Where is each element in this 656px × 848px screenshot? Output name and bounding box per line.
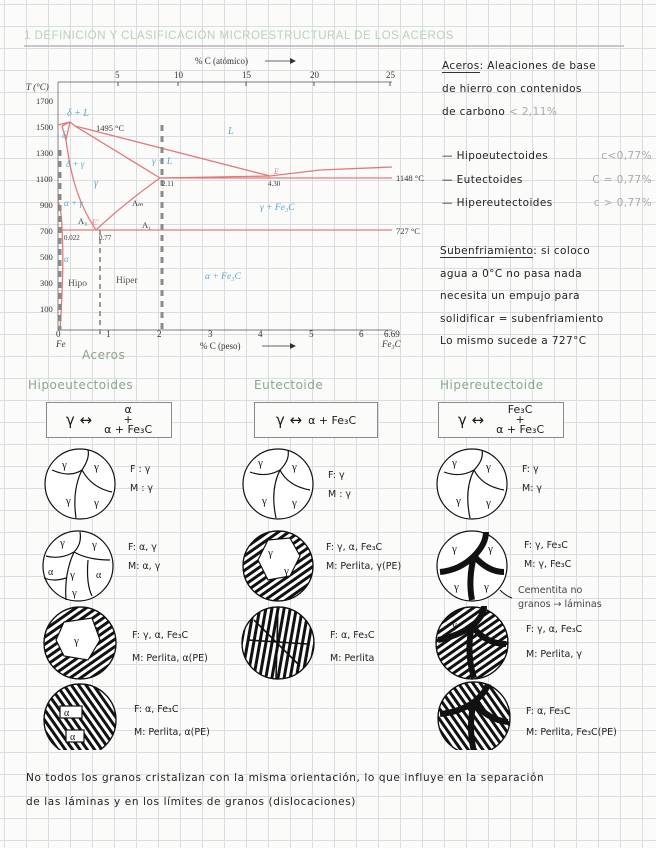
page-title: 1 DEFINICIÓN Y CLASIFICACIÓN MICROESTRUCTURAL DE LOS ACEROS	[24, 30, 454, 42]
sub-line1: : si coloco	[533, 245, 591, 257]
phase-notes	[130, 460, 153, 498]
phase-M: M: Perlita, Fe₃C(PE)	[526, 727, 617, 738]
bottom-tick: 4	[258, 329, 263, 339]
phase-F: F: γ, α, Fe₃C	[526, 624, 583, 635]
region-gamma-fe3c: γ + Fe₃C	[260, 203, 295, 213]
phase-notes	[522, 460, 542, 498]
reaction-box-eutectoide	[254, 402, 378, 438]
sub-line2: agua a 0°C no pasa nada	[440, 267, 583, 280]
reaction-plus: +	[515, 413, 525, 426]
phase-M: M: Perlita, γ(PE)	[326, 561, 402, 572]
type-name: Hipoeutectoides	[456, 150, 549, 162]
phase-M: M: Perlita, γ	[526, 649, 583, 660]
svg-text:γ: γ	[452, 619, 457, 631]
top-tick: 20	[310, 70, 319, 80]
phase-M: M : γ	[130, 483, 154, 494]
cementita-note-line2: granos → láminas	[518, 599, 602, 610]
val-0-77: 0.77	[99, 234, 112, 242]
aceros-def-line2: de hierro con contenidos	[442, 83, 582, 95]
y-tick: 1500	[36, 122, 53, 132]
top-tick: 15	[242, 70, 251, 80]
region-alpha: α	[64, 254, 69, 264]
svg-text:γ: γ	[484, 581, 489, 593]
y-tick: 1300	[36, 148, 53, 158]
reaction-product: α	[124, 403, 132, 416]
svg-text:γ: γ	[94, 497, 99, 509]
subenfriamiento-term: Subenfriamiento	[440, 245, 534, 257]
val-2-11: 2.11	[162, 180, 174, 188]
phase-notes	[132, 626, 208, 668]
grain-circle-eutectoide-2	[243, 531, 313, 601]
bottom-tick: 5	[309, 329, 314, 339]
phase-M: M: Perlita, α(PE)	[134, 727, 210, 738]
svg-text:γ: γ	[452, 543, 457, 555]
phase-notes	[526, 620, 582, 664]
svg-text:γ: γ	[62, 459, 67, 471]
y-tick: 1100	[36, 174, 53, 184]
col-head-hipo: Hipoeutectoides	[28, 378, 134, 392]
svg-text:α: α	[48, 567, 54, 578]
svg-text:γ: γ	[292, 497, 297, 509]
phase-F: F : γ	[130, 464, 151, 475]
reaction-box-hipo	[46, 402, 172, 438]
type-cond: C = 0,77%	[592, 173, 652, 186]
aceros-term: Aceros	[442, 60, 480, 72]
hipo-label: Hipo	[68, 279, 87, 289]
subenfriamiento-note	[440, 240, 650, 353]
cementita-note	[518, 584, 602, 612]
phase-M: M: Perlita	[330, 653, 375, 664]
grain-circle-eutectoide-1	[243, 449, 313, 519]
svg-text:γ: γ	[258, 457, 263, 469]
top-axis-label: % C (atómico)	[195, 56, 248, 66]
svg-text:γ: γ	[94, 461, 99, 473]
reaction-product: α + Fe₃C	[496, 423, 545, 436]
svg-text:γ: γ	[486, 461, 491, 473]
phase-M: M: γ, Fe₃C	[524, 559, 572, 570]
svg-text:γ: γ	[488, 543, 493, 555]
reaction-left: γ ↔	[457, 411, 485, 429]
aceros-def-line1: : Aleaciones de base	[479, 60, 597, 72]
hiper-label: Hiper	[116, 276, 138, 286]
temp-1495: 1495 °C	[96, 123, 125, 133]
type-row: — Hipoeutectoides c<0,77%	[442, 145, 652, 169]
bottom-tick: 0	[56, 329, 61, 339]
svg-text:α: α	[70, 732, 76, 743]
point-E: E	[274, 167, 279, 176]
type-name: Hipereutectoides	[456, 197, 553, 209]
svg-text:γ: γ	[486, 497, 491, 509]
grain-circle-hipo-2	[43, 531, 113, 601]
svg-text:γ: γ	[454, 581, 459, 593]
region-delta-gamma: δ + γ	[66, 159, 85, 169]
aceros-label: Aceros	[82, 348, 126, 362]
temp-727: 727 °C	[396, 226, 420, 236]
svg-text:γ: γ	[292, 461, 297, 473]
svg-text:γ: γ	[262, 495, 267, 507]
y-tick: 700	[40, 226, 53, 236]
y-tick: 900	[40, 200, 53, 210]
bottom-axis-label: % C (peso)	[200, 341, 241, 351]
svg-text:γ: γ	[70, 569, 75, 581]
top-tick: 5	[115, 70, 120, 80]
region-L: L	[228, 126, 234, 137]
fe-c-phase-diagram	[0, 50, 440, 360]
grain-circle-hiper-2	[437, 531, 507, 601]
val-0-022: 0.022	[64, 234, 80, 242]
phase-M: M: Perlita, α(PE)	[132, 653, 208, 664]
grain-circle-hiper-3	[436, 606, 508, 679]
bottom-tick: 3	[208, 329, 213, 339]
aceros-def-line3: de carbono	[442, 106, 506, 118]
y-tick: 1700	[36, 96, 53, 106]
y-axis-label: T (°C)	[26, 82, 49, 92]
phase-F: F: α, γ	[128, 542, 157, 553]
phase-F: F: α, Fe₃C	[330, 630, 375, 641]
sub-line3: necesita un empujo para	[440, 290, 581, 303]
sub-line5: Lo mismo sucede a 727°C	[440, 335, 587, 348]
phase-F: F: α, Fe₃C	[526, 706, 571, 717]
svg-text:γ: γ	[74, 635, 79, 647]
type-row: — Eutectoides C = 0,77%	[442, 169, 652, 193]
y-tick: 100	[40, 304, 53, 314]
grain-circle-eutectoide-3	[242, 607, 314, 679]
phase-F: F: γ, Fe₃C	[524, 540, 568, 551]
fe-label: Fe	[56, 339, 66, 349]
svg-text:γ: γ	[456, 495, 461, 507]
top-tick: 25	[386, 70, 395, 80]
bottom-tick: 1	[106, 329, 111, 339]
phase-M: M : γ	[328, 489, 352, 500]
reaction-plus: +	[123, 413, 133, 426]
phase-F: F: γ	[522, 464, 539, 475]
region-alpha-gamma: α + γ	[64, 198, 83, 208]
phase-notes	[524, 536, 571, 574]
svg-text:γ: γ	[452, 457, 457, 469]
point-E-prime: E'	[92, 218, 99, 227]
phase-F: F: γ, α, Fe₃C	[132, 630, 189, 641]
svg-text:γ: γ	[284, 565, 289, 577]
bottom-note-line1: No todos los granos cristalizan con la misma orientación, lo que influye en la separación	[26, 772, 545, 784]
svg-text:γ: γ	[268, 547, 273, 559]
title-underline	[24, 45, 624, 47]
type-cond: c<0,77%	[601, 150, 652, 162]
phase-notes	[328, 466, 351, 504]
top-tick: 10	[174, 70, 183, 80]
phase-F: F: α, Fe₃C	[134, 704, 179, 715]
svg-text:γ: γ	[66, 495, 71, 507]
region-alpha-fe3c: α + Fe₃C	[205, 272, 241, 282]
val-4-30: 4.30	[268, 180, 281, 188]
y-tick: 500	[40, 252, 53, 262]
reaction-left: γ ↔	[275, 411, 303, 429]
phase-M: M: α, γ	[128, 561, 161, 572]
y-tick: 300	[40, 278, 53, 288]
bottom-tick: 2	[157, 329, 162, 339]
region-gamma-L: γ + L	[152, 157, 173, 167]
phase-F: F: γ, α, Fe₃C	[326, 542, 383, 553]
grain-circle-hiper-1	[437, 449, 507, 519]
temp-1148: 1148 °C	[396, 173, 424, 183]
grain-circle-hipo-1	[45, 449, 115, 519]
reaction-left: γ ↔	[65, 411, 93, 429]
phase-notes	[128, 538, 160, 576]
region-gamma: γ	[94, 178, 98, 189]
grain-circle-hipo-4	[44, 684, 116, 750]
phase-F: F: γ	[328, 470, 345, 481]
phase-notes	[330, 626, 374, 668]
reaction-product: α + Fe₃C	[308, 413, 357, 427]
region-delta-L: δ + L	[67, 108, 89, 119]
region-a3: A₃	[78, 216, 88, 226]
aceros-definition	[442, 55, 642, 124]
region-delta: δ	[62, 130, 67, 140]
reaction-product: Fe₃C	[507, 403, 533, 416]
svg-text:γ: γ	[72, 587, 77, 599]
region-acm: Aₘ	[132, 198, 144, 208]
col-head-hiper: Hipereutectoide	[440, 378, 544, 392]
cementita-note-line1: Cementita no	[518, 585, 583, 596]
type-cond: c > 0,77%	[593, 197, 652, 209]
svg-text:γ: γ	[96, 624, 101, 635]
svg-text:γ: γ	[60, 537, 65, 549]
phase-notes	[326, 538, 401, 576]
fe3c-label: Fe₃C	[382, 339, 401, 349]
grain-circle-hipo-3	[44, 607, 116, 679]
reaction-box-hiper	[438, 402, 564, 438]
type-name: Eutectoides	[456, 173, 523, 186]
col-head-eutectoide: Eutectoide	[254, 378, 324, 392]
phase-notes	[526, 702, 617, 742]
bottom-tick: 6.69	[384, 329, 400, 339]
region-a1: A₁	[142, 220, 152, 230]
bottom-note-line2: de las láminas y en los límites de granos (dislocaciones)	[26, 796, 356, 808]
type-row: — Hipereutectoides c > 0,77%	[442, 192, 652, 216]
reaction-product: α + Fe₃C	[104, 423, 153, 436]
phase-notes	[134, 700, 210, 742]
svg-text:α: α	[64, 708, 70, 719]
bottom-tick: 6	[359, 329, 364, 339]
aceros-def-value: < 2,11%	[508, 106, 558, 118]
phase-M: M: γ	[522, 483, 543, 494]
grain-circle-hiper-4	[438, 682, 510, 750]
svg-text:γ: γ	[92, 539, 97, 551]
svg-text:α: α	[96, 570, 102, 581]
sub-line4: solidificar = subenfriamiento	[440, 312, 604, 325]
steel-types-list	[442, 145, 652, 216]
